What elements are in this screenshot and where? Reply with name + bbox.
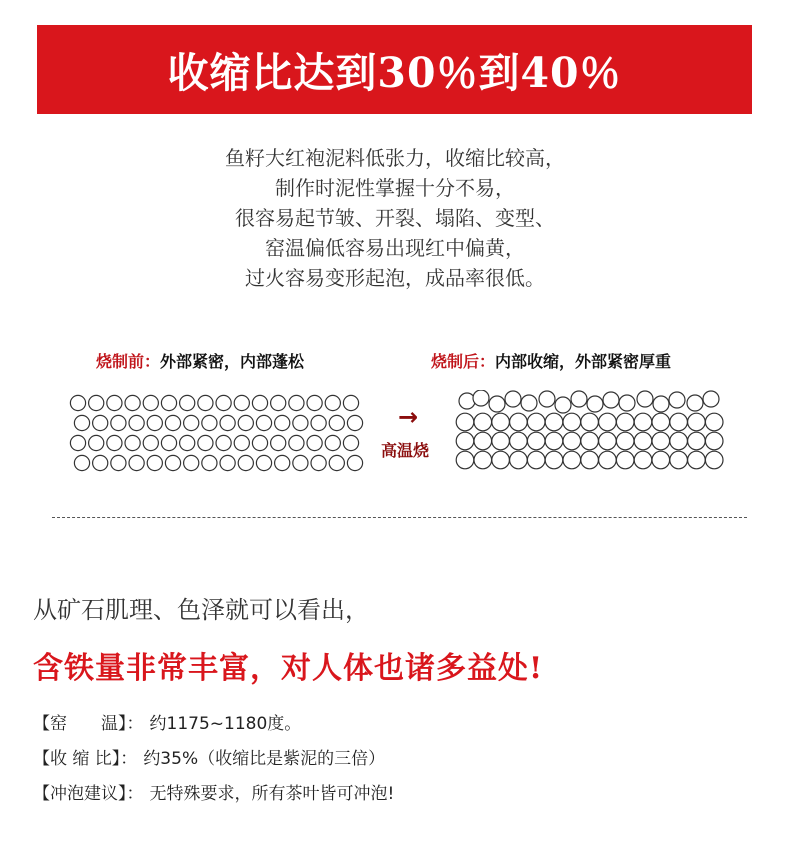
particle-circle xyxy=(275,415,290,430)
particle-circle xyxy=(89,395,104,410)
particle-circle xyxy=(165,415,180,430)
particle-circle xyxy=(510,413,528,431)
particle-circle xyxy=(216,435,231,450)
spec-brewing-advice xyxy=(33,779,394,804)
particle-circle xyxy=(307,395,322,410)
particle-circle xyxy=(252,395,267,410)
particle-circle xyxy=(527,451,545,469)
particle-circle xyxy=(343,395,358,410)
particle-circle xyxy=(505,391,521,407)
particle-circle xyxy=(234,395,249,410)
intro-paragraph xyxy=(0,143,790,293)
particle-circle xyxy=(599,413,617,431)
particle-circle xyxy=(147,415,162,430)
particle-circle xyxy=(216,395,231,410)
particle-circle xyxy=(74,455,89,470)
particle-circle xyxy=(220,415,235,430)
particle-circle xyxy=(256,415,271,430)
particle-circle xyxy=(474,451,492,469)
particle-circle xyxy=(688,413,706,431)
particle-circle xyxy=(705,451,723,469)
particle-circle xyxy=(619,395,635,411)
arrow-icon: → xyxy=(398,403,419,431)
spec-value: 无特殊要求，所有茶叶皆可冲泡! xyxy=(149,784,395,804)
particle-circle xyxy=(198,395,213,410)
particle-circle xyxy=(70,435,85,450)
particle-circle xyxy=(289,395,304,410)
particle-circle xyxy=(93,415,108,430)
particle-circle xyxy=(325,435,340,450)
particle-circle xyxy=(652,451,670,469)
particle-circle xyxy=(184,455,199,470)
particle-circle xyxy=(571,391,587,407)
particle-circle xyxy=(125,395,140,410)
particle-circle xyxy=(198,435,213,450)
particle-circle xyxy=(688,432,706,450)
particle-circle xyxy=(161,395,176,410)
particle-circle xyxy=(653,396,669,412)
particle-circle xyxy=(603,392,619,408)
particle-circle xyxy=(252,435,267,450)
particle-circle xyxy=(669,392,685,408)
particle-circle xyxy=(343,435,358,450)
particle-circle xyxy=(527,432,545,450)
particle-circle xyxy=(329,415,344,430)
particle-circle xyxy=(329,455,344,470)
particle-circle xyxy=(581,432,599,450)
particle-circle xyxy=(473,390,489,406)
particle-circle xyxy=(238,415,253,430)
particle-circle xyxy=(202,415,217,430)
particle-circle xyxy=(234,435,249,450)
particle-circle xyxy=(238,455,253,470)
particle-circle xyxy=(180,395,195,410)
particle-circle xyxy=(143,435,158,450)
spec-value: 约35%（收缩比是紫泥的三倍） xyxy=(143,749,386,769)
particle-circle xyxy=(581,451,599,469)
particle-circle xyxy=(563,451,581,469)
particle-circle xyxy=(616,413,634,431)
after-firing-caption xyxy=(431,349,671,372)
particle-circle xyxy=(129,415,144,430)
spec-shrinkage-ratio xyxy=(33,744,385,769)
particle-circle xyxy=(670,432,688,450)
particle-circle xyxy=(456,432,474,450)
after-firing-particles xyxy=(455,390,725,474)
particle-circle xyxy=(202,455,217,470)
particle-circle xyxy=(180,435,195,450)
firing-arrow-label: 高温烧 xyxy=(381,441,430,460)
before-firing-particles xyxy=(68,390,378,474)
particle-circle xyxy=(492,413,510,431)
before-firing-label: 烧制前： xyxy=(96,352,161,371)
particle-circle xyxy=(652,413,670,431)
particle-circle xyxy=(271,395,286,410)
particle-circle xyxy=(521,395,537,411)
particle-circle xyxy=(184,415,199,430)
particle-circle xyxy=(111,455,126,470)
spec-label: 【窑 温】： xyxy=(33,714,144,734)
particle-circle xyxy=(459,393,475,409)
particle-circle xyxy=(616,432,634,450)
particle-circle xyxy=(634,413,652,431)
particle-circle xyxy=(347,455,362,470)
particle-circle xyxy=(256,455,271,470)
particle-circle xyxy=(652,432,670,450)
particle-circle xyxy=(492,451,510,469)
particle-circle xyxy=(687,395,703,411)
particle-circle xyxy=(705,413,723,431)
particle-circle xyxy=(670,451,688,469)
particle-circle xyxy=(489,396,505,412)
particle-circle xyxy=(555,397,571,413)
particle-circle xyxy=(271,435,286,450)
spec-value: 约1175~1180度。 xyxy=(149,714,302,734)
before-firing-desc: 外部紧密，内部蓬松 xyxy=(160,352,305,371)
particle-circle xyxy=(581,413,599,431)
highlight-text: 含铁量非常丰富，对人体也诸多益处! xyxy=(33,651,544,686)
particle-circle xyxy=(703,391,719,407)
particle-circle xyxy=(510,451,528,469)
particle-circle xyxy=(311,415,326,430)
particle-circle xyxy=(634,451,652,469)
spec-label: 【冲泡建议】： xyxy=(33,784,144,804)
particle-circle xyxy=(89,435,104,450)
intro-line: 制作时泥性掌握十分不易， xyxy=(275,176,515,200)
particle-circle xyxy=(293,455,308,470)
banner-title: 收缩比达到30％到40％ xyxy=(167,49,622,97)
particle-circle xyxy=(70,395,85,410)
particle-circle xyxy=(275,455,290,470)
spec-label: 【收 缩 比】： xyxy=(33,749,138,769)
particle-circle xyxy=(634,432,652,450)
particle-circle xyxy=(705,432,723,450)
particle-circle xyxy=(563,413,581,431)
particle-circle xyxy=(220,455,235,470)
particle-circle xyxy=(510,432,528,450)
intro-line: 鱼籽大红袍泥料低张力，收缩比较高， xyxy=(225,146,565,170)
particle-circle xyxy=(599,451,617,469)
particle-circle xyxy=(129,455,144,470)
particle-circle xyxy=(74,415,89,430)
particle-circle xyxy=(539,391,555,407)
particle-circle xyxy=(492,432,510,450)
particle-circle xyxy=(325,395,340,410)
particle-circle xyxy=(637,391,653,407)
particle-circle xyxy=(347,415,362,430)
particle-circle xyxy=(289,435,304,450)
particle-circle xyxy=(107,395,122,410)
particle-circle xyxy=(456,451,474,469)
particle-circle xyxy=(125,435,140,450)
after-firing-desc: 内部收缩，外部紧密厚重 xyxy=(495,352,672,371)
before-firing-caption xyxy=(96,349,304,372)
title-banner xyxy=(37,25,752,114)
spec-kiln-temperature xyxy=(33,709,301,734)
particle-circle xyxy=(616,451,634,469)
dashed-divider xyxy=(52,517,747,518)
particle-circle xyxy=(93,455,108,470)
particle-circle xyxy=(545,413,563,431)
particle-circle xyxy=(456,413,474,431)
particle-circle xyxy=(293,415,308,430)
after-firing-label: 烧制后： xyxy=(431,352,496,371)
particle-circle xyxy=(161,435,176,450)
particle-circle xyxy=(147,455,162,470)
particle-circle xyxy=(107,435,122,450)
particle-circle xyxy=(165,455,180,470)
lead-text: 从矿石肌理、色泽就可以看出， xyxy=(33,596,369,624)
particle-circle xyxy=(311,455,326,470)
intro-line: 很容易起节皱、开裂、塌陷、变型、 xyxy=(235,206,555,230)
particle-circle xyxy=(670,413,688,431)
particle-circle xyxy=(599,432,617,450)
particle-circle xyxy=(143,395,158,410)
intro-line: 窑温偏低容易出现红中偏黄， xyxy=(265,236,525,260)
particle-circle xyxy=(688,451,706,469)
particle-circle xyxy=(545,451,563,469)
particle-circle xyxy=(474,432,492,450)
particle-circle xyxy=(563,432,581,450)
particle-circle xyxy=(111,415,126,430)
particle-circle xyxy=(474,413,492,431)
particle-circle xyxy=(545,432,563,450)
particle-circle xyxy=(527,413,545,431)
intro-line: 过火容易变形起泡，成品率很低。 xyxy=(245,266,545,290)
particle-circle xyxy=(307,435,322,450)
particle-circle xyxy=(587,396,603,412)
